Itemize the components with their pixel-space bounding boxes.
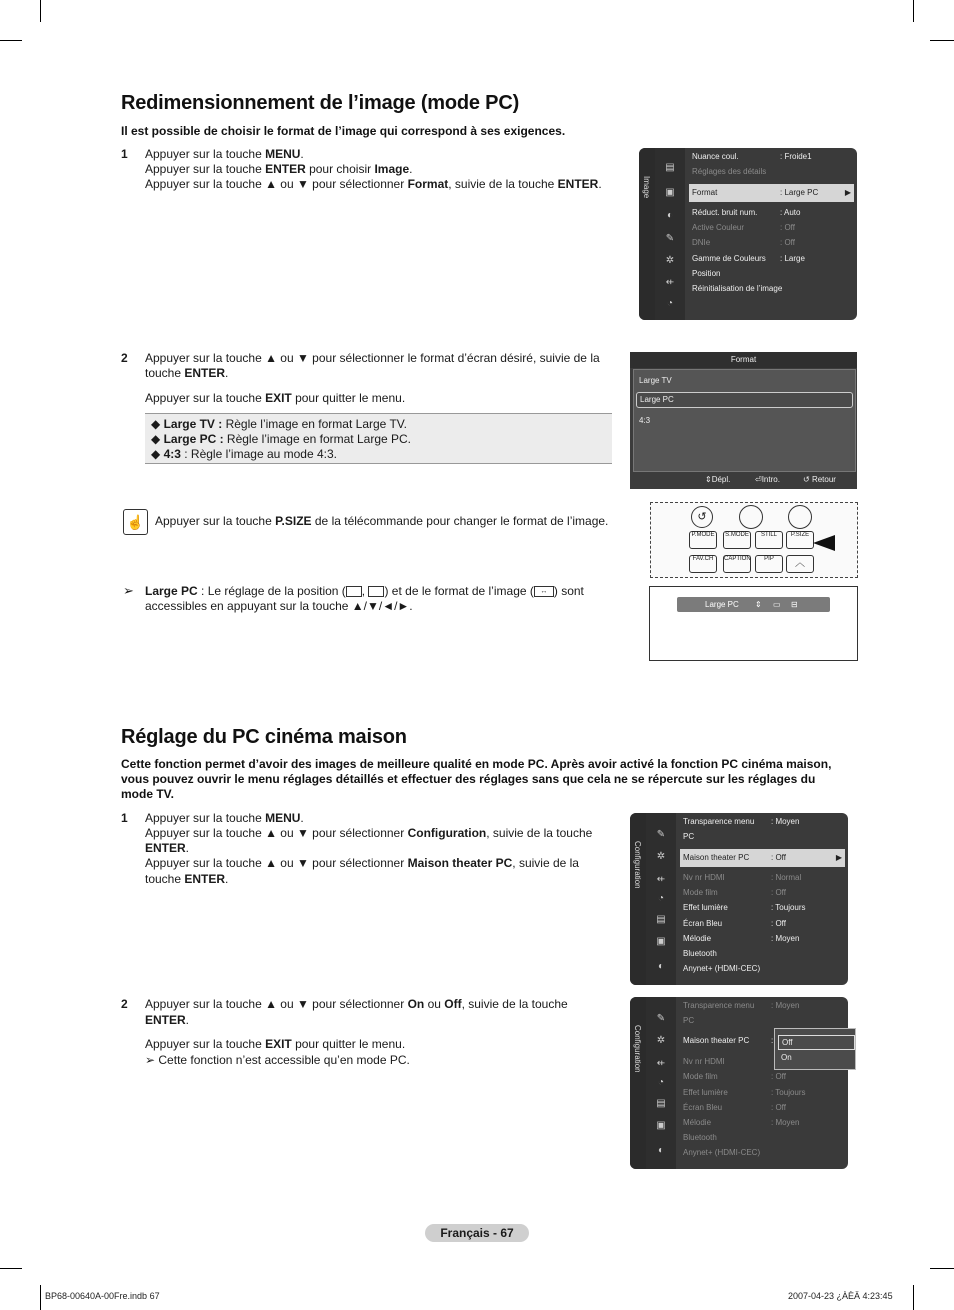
large-pc-screen <box>649 586 858 661</box>
option-on[interactable]: On <box>781 1053 792 1062</box>
menu-row[interactable] <box>683 1086 728 1100</box>
menu-row-value: : Off <box>771 1103 786 1112</box>
sound-icon: ✎ <box>656 829 666 840</box>
chevron-up-icon: ︿ <box>795 558 805 569</box>
format-options-list <box>145 413 612 464</box>
menu-row-label: Format <box>692 188 718 197</box>
crop-mark <box>40 1285 41 1310</box>
menu-row-label: Mode film <box>683 888 718 897</box>
remote-button <box>689 555 717 573</box>
menu-row-value: : Large <box>780 254 805 263</box>
option-4-3[interactable]: 4:3 <box>639 416 651 425</box>
menu-row-label: PC <box>683 832 695 841</box>
crop-mark <box>930 1268 954 1269</box>
channel-icon: ◐ <box>666 210 674 221</box>
crop-mark <box>913 0 914 22</box>
step1-line3: Appuyer sur la touche ▲ ou ▼ pour sélectionner Format, suivie de la touche ENTER. <box>145 177 602 191</box>
step1-line2: Appuyer sur la touche ENTER pour choisir Image. <box>145 162 413 176</box>
resize-icon: ↔ <box>534 586 554 597</box>
menu-row[interactable] <box>692 252 766 266</box>
option-off[interactable]: Off <box>778 1035 855 1050</box>
remote-button-label: PIP <box>764 556 774 562</box>
menu-row-value: : Moyen <box>771 817 800 826</box>
s1-line5: touche ENTER. <box>145 872 229 886</box>
menu-row-label: Nv nr HDMI <box>683 873 725 882</box>
osd-rail <box>630 997 646 1169</box>
menu-row-value: : Auto <box>780 208 801 217</box>
menu-row-label: Anynet+ (HDMI-CEC) <box>683 964 761 973</box>
remote-button-label: CAPTION <box>724 556 751 562</box>
step1-line1: Appuyer sur la touche MENU. <box>145 147 304 161</box>
remote-illustration <box>650 502 858 578</box>
menu-row[interactable] <box>683 1055 725 1069</box>
setup-icon: ✲ <box>656 851 666 862</box>
support-icon: ◔ <box>657 893 665 904</box>
chevron-right-icon: ▶ <box>844 188 851 197</box>
nav-enter: ⏎Intro. <box>755 475 780 484</box>
input-icon: ⇷ <box>665 277 675 288</box>
sound-icon: ✎ <box>665 233 675 244</box>
menu-row-label: Nv nr HDMI <box>683 1057 725 1066</box>
menu-row[interactable] <box>683 1146 760 1160</box>
tip-line2: accessibles en appuyant sur la touche ▲/▼/◄/►. <box>145 599 413 613</box>
s2-line4: ➢ Cette fonction n’est accessible qu’en mode PC. <box>145 1053 410 1067</box>
menu-row[interactable] <box>683 851 749 865</box>
picture-icon: ▣ <box>656 936 666 947</box>
menu-row-value: : Moyen <box>771 934 800 943</box>
option-large-pc[interactable]: Large PC <box>636 392 853 408</box>
psize-note: Appuyer sur la touche P.SIZE de la télécommande pour changer le format de l’image. <box>155 514 609 528</box>
menu-row-label: Écran Bleu <box>683 919 723 928</box>
remote-round-button <box>739 505 763 529</box>
menu-row-value: : Off <box>771 919 786 928</box>
osd-side-label: Configuration <box>633 841 642 889</box>
osd-format-menu <box>630 352 857 489</box>
step2-line2: touche ENTER. <box>145 366 229 380</box>
position-icon: ⇕ <box>755 600 762 609</box>
setup-icon: ✲ <box>665 255 675 266</box>
large-pc-bar[interactable] <box>677 597 830 612</box>
list-item: ◆ 4:3 : Règle l’image au mode 4:3. <box>151 447 337 461</box>
menu-row-label: Transparence menu <box>683 1001 755 1010</box>
osd-side-label: Image <box>642 176 651 199</box>
size-icon <box>368 586 384 597</box>
menu-row[interactable] <box>692 282 782 296</box>
menu-row-value: : Moyen <box>771 1118 800 1127</box>
channel-icon: ◐ <box>657 961 665 972</box>
menu-row-label: Bluetooth <box>683 1133 717 1142</box>
step-number: 1 <box>121 811 128 825</box>
menu-row-value: : Off <box>780 223 795 232</box>
picture-icon: ▤ <box>656 914 666 925</box>
position-icon <box>346 586 362 597</box>
return-icon: ↺ <box>803 475 812 484</box>
tip-line1: Large PC : Le réglage de la position ( , ) et de le format de l’image ( ↔ ) sont <box>145 584 584 598</box>
section2-intro-line2: vous pouvez ouvrir le menu réglages détaillés et effectuer des réglages sans que cela ne se répercute sur les réglages du <box>121 772 816 786</box>
nav-return: ↺ Retour <box>803 475 836 484</box>
menu-row[interactable] <box>683 871 725 885</box>
menu-row-value: : Moyen <box>771 1001 800 1010</box>
step-number: 1 <box>121 147 128 161</box>
input-icon: ⇷ <box>656 1058 666 1069</box>
picture-icon: ▣ <box>656 1120 666 1131</box>
input-icon: ⇷ <box>656 874 666 885</box>
menu-row[interactable] <box>683 1034 749 1048</box>
menu-row[interactable] <box>683 815 754 829</box>
section1-title: Redimensionnement de l’image (mode PC) <box>121 92 520 114</box>
osd-rail <box>639 148 655 320</box>
remote-button-label: STILL <box>760 532 777 538</box>
menu-row[interactable] <box>683 1116 711 1130</box>
menu-row-label: Transparence menu <box>683 817 755 826</box>
remote-button <box>755 555 783 573</box>
bullet-icon: ◆ <box>151 432 164 446</box>
menu-row-label: Maison theater PC <box>683 853 750 862</box>
menu-row[interactable] <box>692 186 717 200</box>
menu-row[interactable] <box>683 886 718 900</box>
menu-row-label: Nuance coul. <box>692 152 739 161</box>
hand-note-icon: ☝ <box>123 509 148 535</box>
setup-icon: ✲ <box>656 1035 666 1046</box>
tip-arrow-icon: ➢ <box>123 583 134 598</box>
s1-line4: Appuyer sur la touche ▲ ou ▼ pour sélectionner Maison theater PC, suivie de la <box>145 856 579 870</box>
menu-row-value: : Toujours <box>771 1088 806 1097</box>
menu-row-label: Bluetooth <box>683 949 717 958</box>
channel-icon: ◐ <box>657 1145 665 1156</box>
list-item: ◆ Large PC : Règle l’image en format Large PC. <box>151 432 412 446</box>
menu-row[interactable] <box>683 1131 717 1145</box>
menu-row-label: PC <box>683 1016 695 1025</box>
menu-row-label: Mélodie <box>683 1118 712 1127</box>
pointer-arrow-icon <box>813 535 835 551</box>
remote-button <box>755 531 783 549</box>
menu-row[interactable] <box>683 1101 722 1115</box>
footer-file: BP68-00640A-00Fre.indb 67 <box>45 1291 160 1301</box>
picture-icon: ▤ <box>656 1098 666 1109</box>
menu-row-value: : Off <box>771 853 786 862</box>
footer-date: 2007-04-23 ¿ÀÈÄ 4:23:45 <box>788 1291 893 1301</box>
menu-row-label: Effet lumière <box>683 903 728 912</box>
crop-mark <box>0 40 22 41</box>
osd-side-label: Configuration <box>633 1025 642 1073</box>
menu-row-value: : Off <box>771 888 786 897</box>
menu-row-label: Maison theater PC <box>683 1036 750 1045</box>
s2-line3: Appuyer sur la touche EXIT pour quitter le menu. <box>145 1037 406 1051</box>
menu-row-label: Réinitialisation de l’image <box>692 284 783 293</box>
menu-row-value: : Normal <box>771 873 802 882</box>
list-item: ◆ Large TV : Règle l’image en format Large TV. <box>151 417 408 431</box>
enter-icon: ⏎ <box>755 475 762 484</box>
picture-icon: ▤ <box>665 162 675 173</box>
menu-row-label: Active Couleur <box>692 223 745 232</box>
osd-format-title: Format <box>630 352 857 368</box>
menu-row[interactable] <box>692 267 720 281</box>
menu-row[interactable] <box>683 999 754 1013</box>
menu-row-label: Réglages des détails <box>692 167 767 176</box>
menu-row-value: : <box>771 1036 774 1045</box>
menu-row-value: : Large PC <box>780 188 819 197</box>
nav-move: ⇕Dépl. <box>705 475 731 484</box>
page-number-badge: Français - 67 <box>425 1224 529 1242</box>
crop-mark <box>0 1268 22 1269</box>
remote-button-label: P.MODE <box>691 532 715 538</box>
remote-button <box>689 531 717 549</box>
menu-row[interactable] <box>683 1070 718 1084</box>
menu-row-value: : Off <box>771 1072 786 1081</box>
menu-row-label: Réduct. bruit num. <box>692 208 758 217</box>
menu-row-label: DNIe <box>692 238 711 247</box>
on-off-popup <box>774 1028 856 1070</box>
return-icon: ↺ <box>691 506 713 528</box>
osd-image-menu <box>639 148 857 320</box>
step-number: 2 <box>121 351 128 365</box>
menu-row[interactable] <box>683 901 728 915</box>
menu-row[interactable] <box>683 932 711 946</box>
menu-row-label: Gamme de Couleurs <box>692 254 766 263</box>
remote-button <box>786 555 814 573</box>
remote-button <box>723 555 751 573</box>
crop-mark <box>913 1285 914 1310</box>
menu-row-value: : Froide1 <box>780 152 812 161</box>
menu-row[interactable] <box>683 947 717 961</box>
sound-icon: ✎ <box>656 1013 666 1024</box>
bullet-icon: ◆ <box>151 447 164 461</box>
osd-configuration-menu-popup <box>630 997 848 1169</box>
section1-intro: Il est possible de choisir le format de l’image qui correspond à ses exigences. <box>121 124 566 138</box>
s1-line1: Appuyer sur la touche MENU. <box>145 811 304 825</box>
menu-row-label: Écran Bleu <box>683 1103 723 1112</box>
support-icon: ◔ <box>657 1077 665 1088</box>
menu-row[interactable] <box>692 236 710 250</box>
large-pc-bar-label: Large PC <box>705 600 739 609</box>
remote-button-label: FAV.CH <box>692 556 714 562</box>
menu-row-value: : Off <box>780 238 795 247</box>
menu-row[interactable] <box>683 830 694 844</box>
picture-icon: ▣ <box>665 187 675 198</box>
s1-line3: ENTER. <box>145 841 190 855</box>
menu-row[interactable] <box>683 1014 694 1028</box>
crop-mark <box>930 40 954 41</box>
step-number: 2 <box>121 997 128 1011</box>
menu-row-label: Position <box>692 269 721 278</box>
section2-intro-line3: mode TV. <box>121 787 174 801</box>
updown-icon: ⇕ <box>705 475 712 484</box>
section2-intro-line1: Cette fonction permet d’avoir des images de meilleure qualité en mode PC. Après avoir activé la fonction PC cinéma maison, <box>121 757 832 771</box>
menu-row-label: Mode film <box>683 1072 718 1081</box>
menu-row-label: Effet lumière <box>683 1088 728 1097</box>
resize-icon: ⊟ <box>791 600 798 609</box>
osd-configuration-menu <box>630 813 848 985</box>
step2-line1: Appuyer sur la touche ▲ ou ▼ pour sélectionner le format d’écran désiré, suivie de la <box>145 351 600 365</box>
s2-line1: Appuyer sur la touche ▲ ou ▼ pour sélectionner On ou Off, suivie de la touche <box>145 997 568 1011</box>
remote-button <box>723 531 751 549</box>
osd-rail <box>630 813 646 985</box>
remote-button-label: S.MODE <box>725 532 749 538</box>
remote-button-label: P.SIZE <box>790 532 810 538</box>
menu-row[interactable] <box>683 962 760 976</box>
support-icon: ◔ <box>666 298 674 309</box>
menu-row[interactable] <box>692 221 744 235</box>
remote-round-button <box>788 505 812 529</box>
option-large-tv[interactable]: Large TV <box>639 376 672 385</box>
menu-row[interactable] <box>683 917 722 931</box>
section2-title: Réglage du PC cinéma maison <box>121 726 407 748</box>
chevron-right-icon: ▶ <box>835 853 842 862</box>
size-icon: ▭ <box>773 600 781 609</box>
bullet-icon: ◆ <box>151 417 164 431</box>
menu-row-label: Anynet+ (HDMI-CEC) <box>683 1148 761 1157</box>
crop-mark <box>40 0 41 22</box>
menu-row[interactable] <box>692 206 757 220</box>
menu-row-value: : Toujours <box>771 903 806 912</box>
s2-line2: ENTER. <box>145 1013 190 1027</box>
menu-row[interactable] <box>692 165 766 179</box>
remote-button <box>786 531 814 549</box>
menu-row[interactable] <box>692 150 739 164</box>
s1-line2: Appuyer sur la touche ▲ ou ▼ pour sélectionner Configuration, suivie de la touche <box>145 826 593 840</box>
menu-row-label: Mélodie <box>683 934 712 943</box>
step2-line3: Appuyer sur la touche EXIT pour quitter le menu. <box>145 391 406 405</box>
